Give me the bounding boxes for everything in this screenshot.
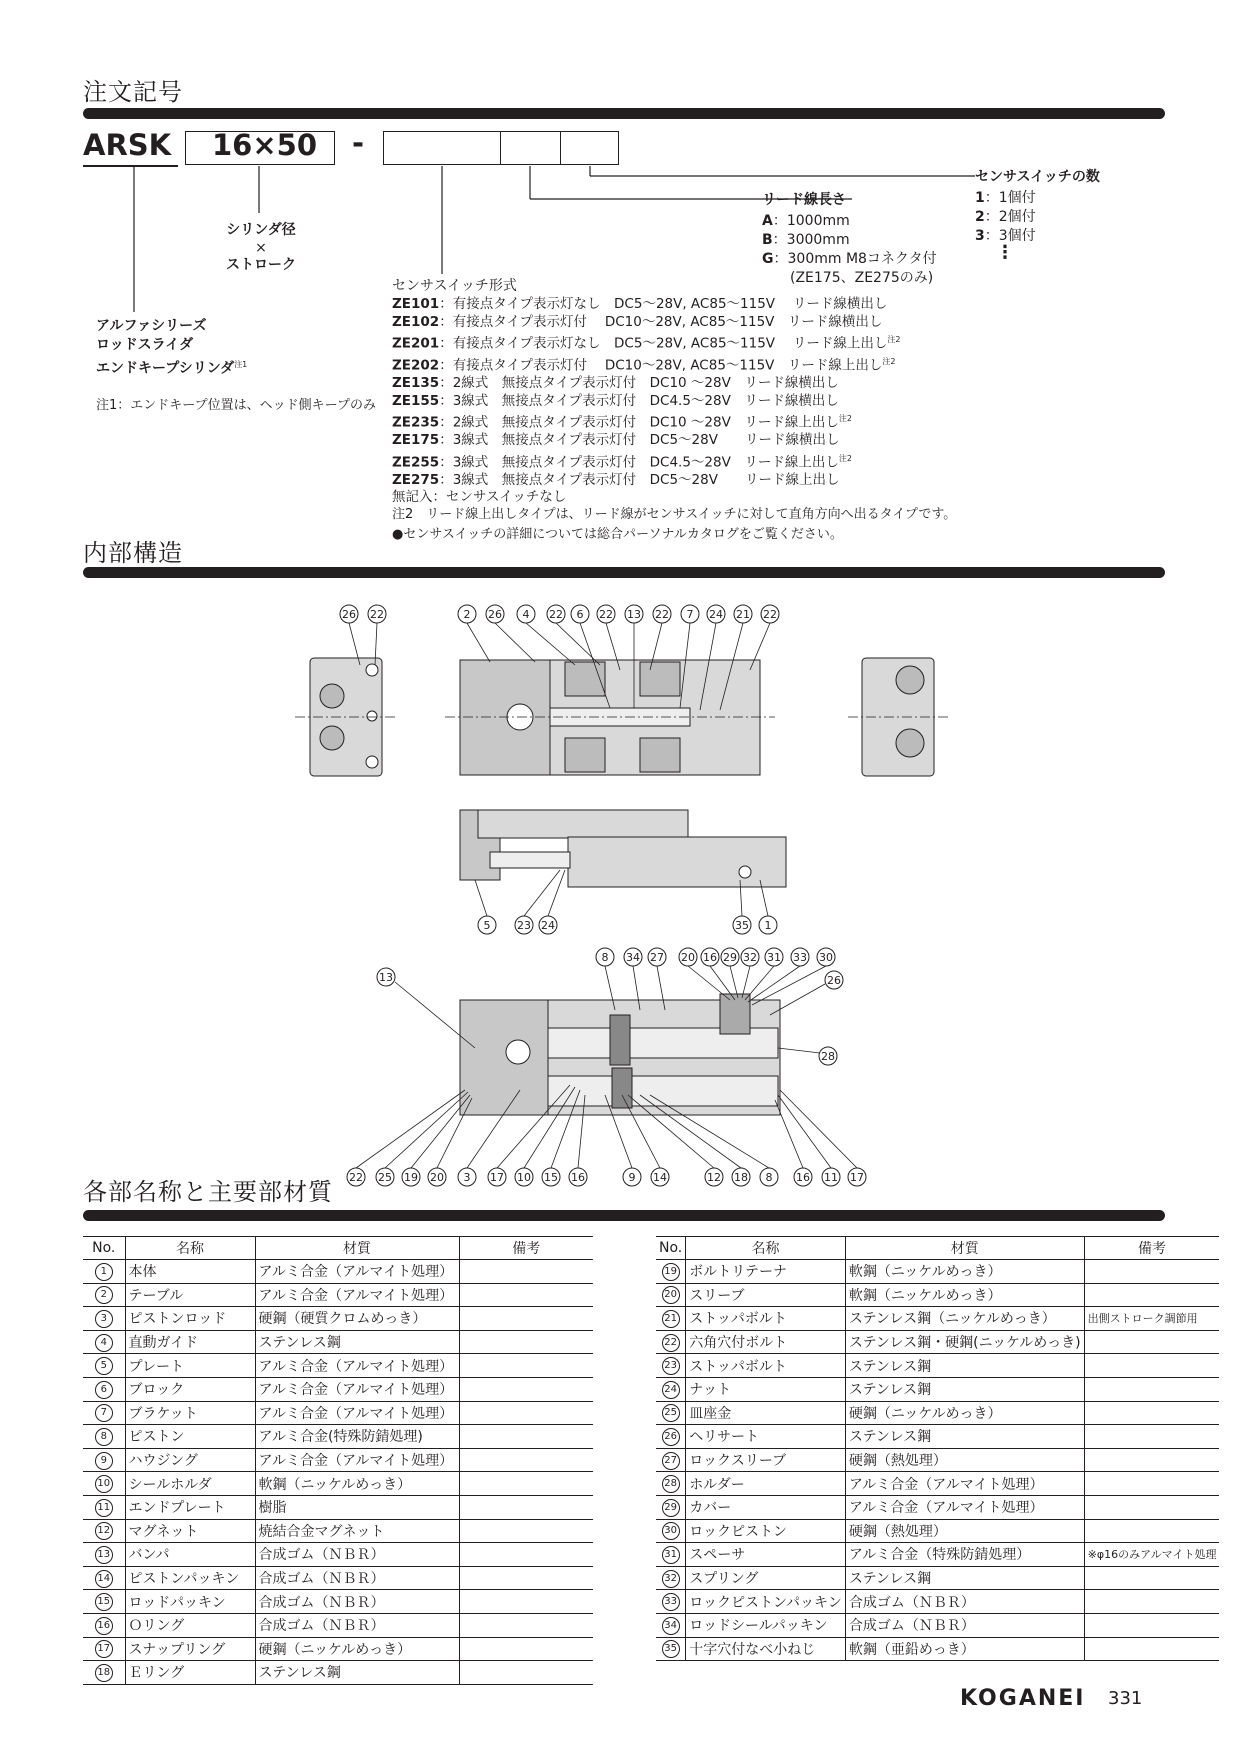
part-name: プレート [125,1354,255,1378]
part-material: 軟鋼（ニッケルめっき） [845,1283,1084,1307]
table-row [656,1354,1219,1378]
part-material: ステンレス鋼 [845,1354,1084,1378]
svg-text:23: 23 [517,919,531,932]
table-row [656,1377,1219,1401]
sensor-count-title: センサスイッチの数 [975,169,1100,185]
part-note [1084,1448,1219,1472]
svg-text:16: 16 [571,1171,585,1184]
svg-text:17: 17 [490,1171,504,1184]
part-number-circle: 29 [662,1499,680,1517]
svg-text:28: 28 [821,1050,835,1063]
header-no: No. [656,1237,686,1260]
part-note [459,1283,593,1307]
note-3: ●センサスイッチの詳細については総合パーソナルカタログをご覧ください。 [392,527,843,542]
table-row [83,1472,593,1496]
section-divider [83,1210,1165,1221]
part-number [656,1354,686,1378]
part-number [656,1613,686,1637]
part-name: ロックスリーブ [686,1448,846,1472]
table-row [656,1472,1219,1496]
part-note: 出側ストローク調節用 [1084,1307,1219,1331]
table-row [83,1495,593,1519]
svg-text:16: 16 [703,951,717,964]
order-dash: - [352,126,365,160]
part-number [656,1377,686,1401]
table-row [83,1354,593,1378]
table-row [83,1448,593,1472]
part-material: アルミ合金（アルマイト処理） [255,1354,459,1378]
svg-text:3: 3 [463,1171,471,1184]
part-number [83,1637,125,1661]
part-note [1084,1377,1219,1401]
part-name: ストッパボルト [686,1307,846,1331]
part-material: ステンレス鋼 [255,1661,459,1685]
part-name: スナップリング [125,1637,255,1661]
part-number-circle: 18 [95,1664,113,1682]
part-number [83,1283,125,1307]
part-name: ストッパボルト [686,1354,846,1378]
part-number [83,1566,125,1590]
svg-text:10: 10 [517,1171,531,1184]
note-1: 注1：エンドキープ位置は、ヘッド側キープのみ [96,398,376,413]
part-material: 合成ゴム（ＮＢＲ） [255,1613,459,1637]
table-row [656,1283,1219,1307]
header-material: 材質 [845,1237,1084,1260]
part-note [1084,1495,1219,1519]
svg-text:25: 25 [378,1171,392,1184]
table-row [656,1425,1219,1449]
part-material: 合成ゴム（ＮＢＲ） [255,1590,459,1614]
parts-table-right [656,1236,1219,1661]
part-number [83,1543,125,1567]
part-material: アルミ合金(特殊防錆処理) [255,1425,459,1449]
callout-group-lower-top [596,948,835,966]
part-number-circle: 14 [95,1570,113,1588]
sensor-type-title: センサスイッチ形式 [392,278,517,294]
svg-text:26: 26 [488,608,502,621]
svg-text:15: 15 [544,1171,558,1184]
table-row [83,1260,593,1284]
part-note [459,1377,593,1401]
order-model-code: ARSK [83,128,172,162]
table-row [83,1377,593,1401]
part-number-circle: 1 [95,1263,113,1281]
part-material: 合成ゴム（ＮＢＲ） [255,1566,459,1590]
svg-text:27: 27 [650,951,664,964]
svg-text:8: 8 [765,1171,773,1184]
part-number-circle: 21 [662,1310,680,1328]
brand-logo: KOGANEI [960,1686,1086,1711]
part-name: ピストンロッド [125,1307,255,1331]
part-number [83,1590,125,1614]
part-name: ブラケット [125,1401,255,1425]
bore-label: シリンダ径 × ストローク [226,222,296,273]
svg-text:11: 11 [824,1171,838,1184]
part-number [83,1448,125,1472]
part-number [83,1613,125,1637]
part-material: 軟鋼（亜鉛めっき） [845,1637,1084,1661]
part-number [656,1401,686,1425]
part-material: 合成ゴム（ＮＢＲ） [845,1613,1084,1637]
part-number-circle: 10 [95,1475,113,1493]
part-name: 本体 [125,1260,255,1284]
table-row [83,1661,593,1685]
svg-text:32: 32 [743,951,757,964]
part-material: 軟鋼（ニッケルめっき） [845,1260,1084,1284]
part-name: ブロック [125,1377,255,1401]
part-material: 合成ゴム（ＮＢＲ） [255,1543,459,1567]
table-row [83,1543,593,1567]
part-name: ピストン [125,1425,255,1449]
svg-text:22: 22 [349,1171,363,1184]
part-note [1084,1425,1219,1449]
part-number-circle: 30 [662,1522,680,1540]
part-number-circle: 35 [662,1640,680,1658]
part-number [656,1283,686,1307]
table-row [83,1283,593,1307]
part-number-circle: 24 [662,1381,680,1399]
sensor-type-list: ZE101：有接点タイプ表示灯なし DC5～28V, AC85～115V リード線横出し ZE102：有接点タイプ表示灯付 DC10～28V, AC85～115V リード線横出し ZE201：有接点タイプ表示灯なし DC5～28V, AC85～115V リード線上出し$^{注2}$ ZE202：有接点タイプ表示灯付 DC10～28V, AC85～115V リード線上出し$^{注2}$ ZE135：2線式 無接点タイプ表示灯付 DC10 ～28V リード線横出し ZE155：3線式 無接点タイプ表示灯付 DC4.5～28V リード線横出し ZE235：2線式 無接点タイプ表示灯付 DC10 ～28V リード線上出し$^{注2}$ ZE175：3線式 無接点タイプ表示灯付 DC5～28V リード線横出し ZE255：3線式 無接点タイプ表示灯付 DC4.5～28V リード線上出し$^{注2}$ ZE275：3線式 無接点タイプ表示灯付 DC5～28V リード線上出し 無記入：センサスイッチなし [392,296,901,505]
table-row [656,1401,1219,1425]
header-note: 備考 [459,1237,593,1260]
part-number-circle: 34 [662,1617,680,1635]
svg-text:22: 22 [655,608,669,621]
header-note: 備考 [1084,1237,1219,1260]
table-row [83,1519,593,1543]
section-title-order-code: 注文記号 [83,78,183,106]
part-material: アルミ合金（アルマイト処理） [845,1495,1084,1519]
svg-text:20: 20 [681,951,695,964]
part-note [1084,1283,1219,1307]
page-number: 331 [1108,1688,1143,1709]
series-description: アルファシリーズ ロッドスライダ エンドキープシリンダ$^{注1}$ [96,318,248,377]
lead-length-title: リード線長さ [762,192,846,208]
table-row [656,1613,1219,1637]
table-row [83,1637,593,1661]
part-note [459,1425,593,1449]
part-number-circle: 27 [662,1452,680,1470]
svg-text:4: 4 [522,608,530,621]
part-name: テーブル [125,1283,255,1307]
part-number [656,1307,686,1331]
part-name: ヘリサート [686,1425,846,1449]
svg-text:8: 8 [601,951,609,964]
part-number [83,1307,125,1331]
part-number [656,1472,686,1496]
part-note [459,1354,593,1378]
part-name: ピストンパッキン [125,1566,255,1590]
part-number-circle: 26 [662,1428,680,1446]
part-material: 硬鋼（熱処理） [845,1519,1084,1543]
part-number-circle: 2 [95,1286,113,1304]
svg-text:18: 18 [734,1171,748,1184]
part-number [83,1519,125,1543]
part-number [83,1354,125,1378]
part-name: 皿座金 [686,1401,846,1425]
header-material: 材質 [255,1237,459,1260]
part-number-circle: 12 [95,1522,113,1540]
part-number-circle: 7 [95,1404,113,1422]
part-number-circle: 11 [95,1499,113,1517]
part-note [459,1637,593,1661]
part-number-circle: 13 [95,1546,113,1564]
table-row [83,1401,593,1425]
part-name: ロックピストン [686,1519,846,1543]
table-header-row [83,1237,593,1260]
parts-table-left [83,1236,593,1685]
table-row [83,1590,593,1614]
lead-length-options: A：1000mm B：3000mm G：300mm M8コネクタ付 (ZE175、ZE275のみ) [762,213,937,286]
svg-text:24: 24 [709,608,723,621]
part-material: 合成ゴム（ＮＢＲ） [845,1590,1084,1614]
svg-text:13: 13 [627,608,641,621]
note-2: 注2 リード線上出しタイプは、リード線がセンサスイッチに対して直角方向へ出るタイプです。 [392,507,957,522]
table-row [83,1307,593,1331]
part-number [83,1425,125,1449]
svg-text:12: 12 [707,1171,721,1184]
part-name: Ｅリング [125,1661,255,1685]
table-row [656,1590,1219,1614]
svg-text:34: 34 [626,951,640,964]
part-number-circle: 3 [95,1310,113,1328]
svg-text:35: 35 [735,919,749,932]
part-note [459,1495,593,1519]
part-note [459,1613,593,1637]
svg-text:21: 21 [736,608,750,621]
part-name: ロッドパッキン [125,1590,255,1614]
table-row [83,1566,593,1590]
part-material: 硬鋼（硬質クロムめっき） [255,1307,459,1331]
part-number [83,1495,125,1519]
header-name: 名称 [125,1237,255,1260]
header-no: No. [83,1237,125,1260]
part-number [83,1377,125,1401]
part-note [1084,1354,1219,1378]
svg-text:17: 17 [850,1171,864,1184]
section-title-internal-structure: 内部構造 [83,539,183,567]
part-material: アルミ合金（特殊防錆処理） [845,1543,1084,1567]
part-name: 直動ガイド [125,1330,255,1354]
part-number [656,1566,686,1590]
part-number-circle: 33 [662,1593,680,1611]
part-material: 軟鋼（ニッケルめっき） [255,1472,459,1496]
table-row [656,1566,1219,1590]
part-number-circle: 16 [95,1617,113,1635]
part-number-circle: 31 [662,1546,680,1564]
part-name: スプリング [686,1566,846,1590]
part-number-circle: 6 [95,1381,113,1399]
table-row [83,1425,593,1449]
part-note [459,1661,593,1685]
part-material: 焼結合金マグネット [255,1519,459,1543]
table-row [656,1495,1219,1519]
part-material: ステンレス鋼・硬鋼(ニッケルめっき) [845,1330,1084,1354]
part-name: スリーブ [686,1283,846,1307]
part-note [1084,1590,1219,1614]
part-note [459,1330,593,1354]
header-name: 名称 [686,1237,846,1260]
sensor-count-options: 1：1個付 2：2個付 3：3個付 [975,190,1036,244]
order-size-code: 16×50 [212,128,318,162]
part-note [1084,1566,1219,1590]
part-note [459,1448,593,1472]
part-material: アルミ合金（アルマイト処理） [845,1472,1084,1496]
callout-group-mid [478,916,777,934]
svg-text:14: 14 [653,1171,667,1184]
svg-text:30: 30 [819,951,833,964]
svg-text:33: 33 [793,951,807,964]
table-row [656,1330,1219,1354]
svg-text:2: 2 [463,608,471,621]
part-number [656,1543,686,1567]
svg-text:22: 22 [599,608,613,621]
part-name: スペーサ [686,1543,846,1567]
part-number [83,1260,125,1284]
part-note [459,1401,593,1425]
part-name: シールホルダ [125,1472,255,1496]
table-header-row [656,1237,1219,1260]
section-title-parts-materials: 各部名称と主要部材質 [83,1178,333,1206]
section-divider [83,567,1165,578]
part-note [459,1543,593,1567]
svg-text:26: 26 [827,974,841,987]
part-material: ステンレス鋼 [845,1425,1084,1449]
svg-text:22: 22 [763,608,777,621]
svg-text:5: 5 [483,919,491,932]
svg-text:16: 16 [796,1171,810,1184]
part-number-circle: 9 [95,1452,113,1470]
svg-text:19: 19 [404,1171,418,1184]
part-name: エンドプレート [125,1495,255,1519]
part-name: ロックピストンパッキン [686,1590,846,1614]
part-material: ステンレス鋼 [255,1330,459,1354]
svg-text:26: 26 [342,608,356,621]
part-material: アルミ合金（アルマイト処理） [255,1377,459,1401]
svg-text:22: 22 [370,608,384,621]
part-name: 六角穴付ボルト [686,1330,846,1354]
part-number [83,1661,125,1685]
part-number-circle: 20 [662,1286,680,1304]
table-row [656,1260,1219,1284]
part-number-circle: 8 [95,1428,113,1446]
callout-group-top [340,605,779,623]
part-material: 樹脂 [255,1495,459,1519]
part-material: アルミ合金（アルマイト処理） [255,1283,459,1307]
part-name: ハウジング [125,1448,255,1472]
part-note [459,1472,593,1496]
part-note [459,1590,593,1614]
svg-text:13: 13 [379,971,393,984]
part-name: マグネット [125,1519,255,1543]
part-number-circle: 25 [662,1404,680,1422]
part-note [459,1519,593,1543]
svg-text:1: 1 [764,919,772,932]
part-material: ステンレス鋼 [845,1566,1084,1590]
svg-text:9: 9 [628,1171,636,1184]
part-material: 硬鋼（ニッケルめっき） [845,1401,1084,1425]
part-note [1084,1613,1219,1637]
part-note: ※φ16のみアルマイト処理 [1084,1543,1219,1567]
table-row [656,1448,1219,1472]
part-number [656,1260,686,1284]
part-material: ステンレス鋼 [845,1377,1084,1401]
part-note [1084,1401,1219,1425]
part-number-circle: 4 [95,1334,113,1352]
svg-text:6: 6 [576,608,584,621]
part-number-circle: 22 [662,1334,680,1352]
svg-text:31: 31 [767,951,781,964]
part-number [656,1590,686,1614]
part-number [656,1330,686,1354]
part-name: ホルダー [686,1472,846,1496]
part-name: カバー [686,1495,846,1519]
table-row [83,1330,593,1354]
table-row [83,1613,593,1637]
part-number [83,1401,125,1425]
table-row [656,1519,1219,1543]
part-number-circle: 23 [662,1357,680,1375]
part-name: バンパ [125,1543,255,1567]
part-material: アルミ合金（アルマイト処理） [255,1448,459,1472]
part-note [459,1566,593,1590]
svg-text:22: 22 [549,608,563,621]
part-name: ボルトリテーナ [686,1260,846,1284]
part-name: ロッドシールパッキン [686,1613,846,1637]
svg-text:29: 29 [723,951,737,964]
part-name: 十字穴付なべ小ねじ [686,1637,846,1661]
part-note [1084,1330,1219,1354]
part-note [1084,1637,1219,1661]
part-number [656,1495,686,1519]
part-material: アルミ合金（アルマイト処理） [255,1401,459,1425]
part-number [83,1472,125,1496]
part-number-circle: 17 [95,1640,113,1658]
part-note [459,1260,593,1284]
svg-text:7: 7 [686,608,694,621]
part-number-circle: 19 [662,1263,680,1281]
part-material: 硬鋼（熱処理） [845,1448,1084,1472]
part-number [656,1448,686,1472]
sensor-count-more: ⋮ [996,242,1014,263]
table-row [656,1637,1219,1661]
part-note [1084,1519,1219,1543]
part-material: アルミ合金（アルマイト処理） [255,1260,459,1284]
internal-structure-drawing [0,590,1240,1190]
table-row [656,1307,1219,1331]
part-name: Ｏリング [125,1613,255,1637]
part-number [83,1330,125,1354]
table-row [656,1543,1219,1567]
svg-text:20: 20 [430,1171,444,1184]
part-note [1084,1472,1219,1496]
part-material: 硬鋼（ニッケルめっき） [255,1637,459,1661]
part-number [656,1425,686,1449]
part-note [1084,1260,1219,1284]
part-number-circle: 32 [662,1570,680,1588]
part-number [656,1519,686,1543]
part-name: ナット [686,1377,846,1401]
part-number-circle: 28 [662,1475,680,1493]
part-note [459,1307,593,1331]
svg-text:24: 24 [541,919,555,932]
part-number-circle: 15 [95,1593,113,1611]
part-material: ステンレス鋼（ニッケルめっき） [845,1307,1084,1331]
part-number-circle: 5 [95,1357,113,1375]
part-number [656,1637,686,1661]
callout-group-lower-bottom [347,1168,866,1186]
